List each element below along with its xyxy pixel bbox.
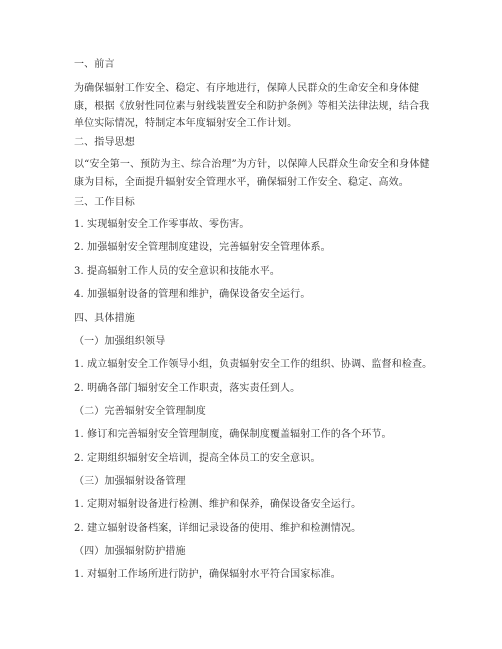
measure-item: 1. 对辐射工作场所进行防护，确保辐射水平符合国家标准。 xyxy=(74,569,341,580)
measure-item: 1. 成立辐射安全工作领导小组，负责辐射安全工作的组织、协调、监督和检查。 xyxy=(74,359,433,370)
goal-item: 3. 提高辐射工作人员的安全意识和技能水平。 xyxy=(74,266,281,277)
preface-paragraph: 为确保辐射工作安全、稳定、有序地进行，保障人民群众的生命安全和身体健康，根据《放射性同位素与射线装置安全和防护条例》等相关法律法规，结合我单位实际情况，特制定本年度辐射安全工作计划。 xyxy=(74,83,430,129)
subsection-title-equipment: （三）加强辐射设备管理 xyxy=(74,476,186,487)
goal-item: 1. 实现辐射安全工作零事故、零伤害。 xyxy=(74,219,250,230)
measure-item: 2. 建立辐射设备档案，详细记录设备的使用、维护和检测情况。 xyxy=(74,523,362,534)
measure-item: 2. 明确各部门辐射安全工作职责，落实责任到人。 xyxy=(74,383,301,394)
subsection-title-organization: （一）加强组织领导 xyxy=(74,336,166,347)
section-heading-measures: 四、具体措施 xyxy=(74,313,135,324)
measure-item: 1. 定期对辐射设备进行检测、维护和保养，确保设备安全运行。 xyxy=(74,499,362,510)
goal-item: 4. 加强辐射设备的管理和维护，确保设备安全运行。 xyxy=(74,289,311,300)
subsection-title-protection: （四）加强辐射防护措施 xyxy=(74,546,186,557)
goal-item: 2. 加强辐射安全管理制度建设，完善辐射安全管理体系。 xyxy=(74,242,331,253)
measure-item: 1. 修订和完善辐射安全管理制度，确保制度覆盖辐射工作的各个环节。 xyxy=(74,429,392,440)
guiding-paragraph: 以“安全第一、预防为主、综合治理”为方针，以保障人民群众生命安全和身体健康为目标，全面提升辐射安全管理水平，确保辐射工作安全、稳定、高效。 xyxy=(74,159,430,188)
section-heading-goals: 三、工作目标 xyxy=(74,197,135,208)
section-heading-guiding: 二、指导思想 xyxy=(74,137,135,148)
measure-item: 2. 定期组织辐射安全培训，提高全体员工的安全意识。 xyxy=(74,453,321,464)
subsection-title-management: （二）完善辐射安全管理制度 xyxy=(74,406,206,417)
section-heading-preface: 一、前言 xyxy=(74,59,115,70)
